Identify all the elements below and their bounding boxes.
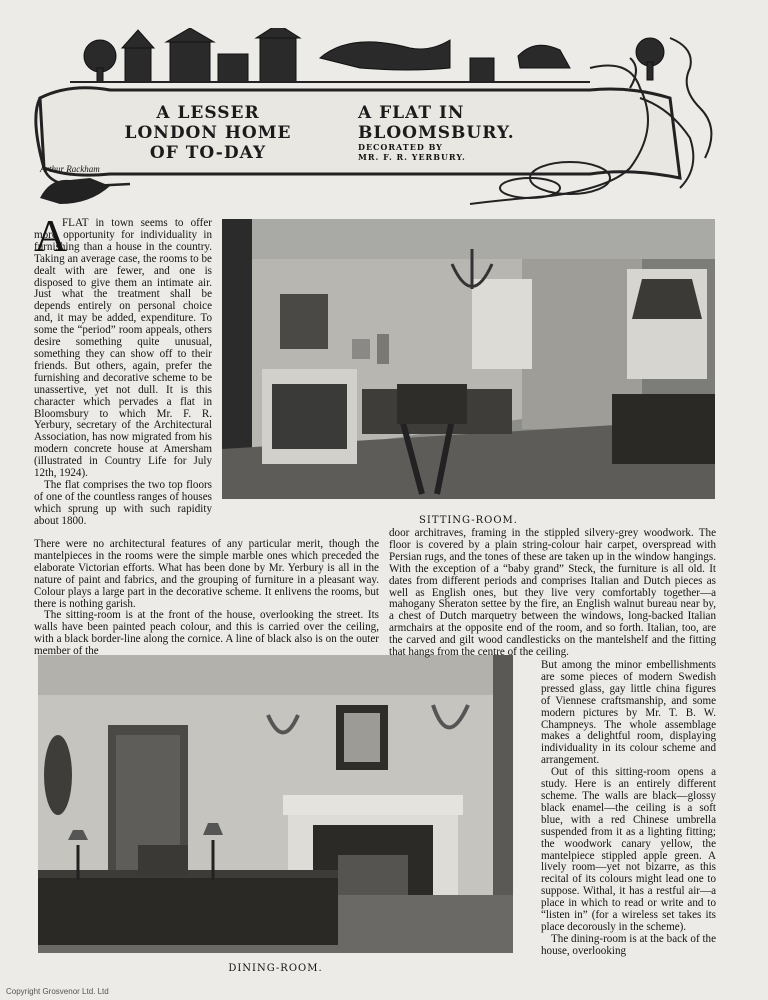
header-title-right [358, 103, 548, 143]
article-column-2-text [389, 528, 716, 659]
decorator-name: MR. F. R. YERBURY. [358, 152, 466, 162]
decorated-by-credit [358, 142, 466, 162]
article-column-1 [34, 218, 212, 528]
header-title-left-line-3: OF TO-DAY [149, 143, 267, 163]
sitting-room-photo [222, 219, 715, 499]
drop-cap: A [34, 210, 68, 261]
article-column-3 [541, 660, 716, 958]
decorated-by-label: DECORATED BY [358, 142, 443, 152]
header-title-right-line-2: BLOOMSBURY. [358, 123, 515, 143]
copyright-watermark: Copyright Grosvenor Ltd. Ltd [6, 987, 109, 996]
sitting-room-caption: SITTING-ROOM. [419, 515, 518, 526]
article-paragraph-3: The sitting-room is at the front of the house, overlooking the street. Its walls have been painted peach colour, and this is carried over the ceiling, with a black border-line along the cornice. A line of black also is on the outer member of the [34, 609, 379, 658]
artist-signature: Arthur Rackham [40, 164, 100, 174]
article-paragraph-3-end: But among the minor embellishments are some pieces of modern Swedish pressed glass, gay little china figures of Viennese craftsmanship, and some modern pictures by Mr. T. B. W. Champneys. The whole assemblage makes a delightful room, displaying individuality in its colour scheme and arrangement. [541, 659, 716, 767]
article-paragraph-2: The flat comprises the two top floors of one of the countless ranges of houses which sprung up with such rapidity about 1800. [34, 478, 212, 527]
article-paragraph-2-continued: There were no architectural features of any particular merit, though the mantelpieces in the rooms were the simple marble ones which preceded the elaborate Victorian efforts. What has been done by Mr. Yerbury is all in the nature of paint and fabrics, and the grouping of furniture in a pleasant way. Colour plays a large part in the decorative scheme. It enlivens the rooms, but there is nothing garish. [34, 538, 379, 610]
article-paragraph-1: FLAT in town seems to offer more opportunity for individuality in furnishing than a house in the country. Taking an average case, the rooms to be dealt with are fewer, and one is disposed to give them an intimate air. Just what the treatment shall be depends entirely on personal choice and, it may be added, expenditure. To some the “period” room appeals, others desire something quite unusual, something they can show off to their friends. But others, again, prefer the furnishing and decorative scheme to be unassertive, yet not dull. It is this character which pervades a flat in Bloomsbury to which Mr. F. R. Yerbury, secretary of the Architectural Association, has now migrated from his modern concrete house at Amersham (illustrated in Country Life for July 12th, 1924). [34, 217, 212, 480]
header-title-left-line-2: LONDON HOME [124, 123, 292, 143]
article-paragraph-4: Out of this sitting-room opens a study. Here is an entirely different scheme. The walls are black—glossy black enamel—the ceiling is a soft blue, with a red Chinese umbrella suspended from it as a lighting fitting; the woodwork canary yellow, the mantelpiece stippled apple green. A lively room—yet not bizarre, as this recital of its colours might lead one to suppose. Withal, it has a restful air—a place in which to read or write and to “listen in” (for a wireless set takes its place decorously in the scheme). [541, 766, 716, 933]
article-body-wide [34, 539, 379, 658]
dining-room-photo [38, 655, 513, 953]
article-paragraph-3-continued: door architraves, framing in the stippled silvery-grey woodwork. The floor is covered by a plain string-colour hair carpet, overspread with Persian rugs, and the tones of these are taken up in the window hangings. With the exception of a “baby grand” Steck, the furniture is all old. It dates from different periods and comprises Italian and Dutch pieces as well as English ones, but they live very comfortably together—a mahogany Sheraton settee by the fire, an English walnut bureau near by, a chest of Dutch marquetry between the windows, long-backed Italian armchairs at the opposite end of the room, and so forth. Italian, too, are the carved and gilt wood candlesticks on the mantelshelf and the fitting that hangs from the centre of the ceiling. [389, 527, 716, 659]
header-title-left-line-1: A LESSER [156, 103, 260, 123]
dining-room-caption: DINING-ROOM. [228, 963, 323, 974]
header-title-left [108, 103, 308, 163]
article-paragraph-5: The dining-room is at the back of the house, overlooking [541, 932, 716, 957]
header-title-right-line-1: A FLAT IN [358, 103, 465, 123]
